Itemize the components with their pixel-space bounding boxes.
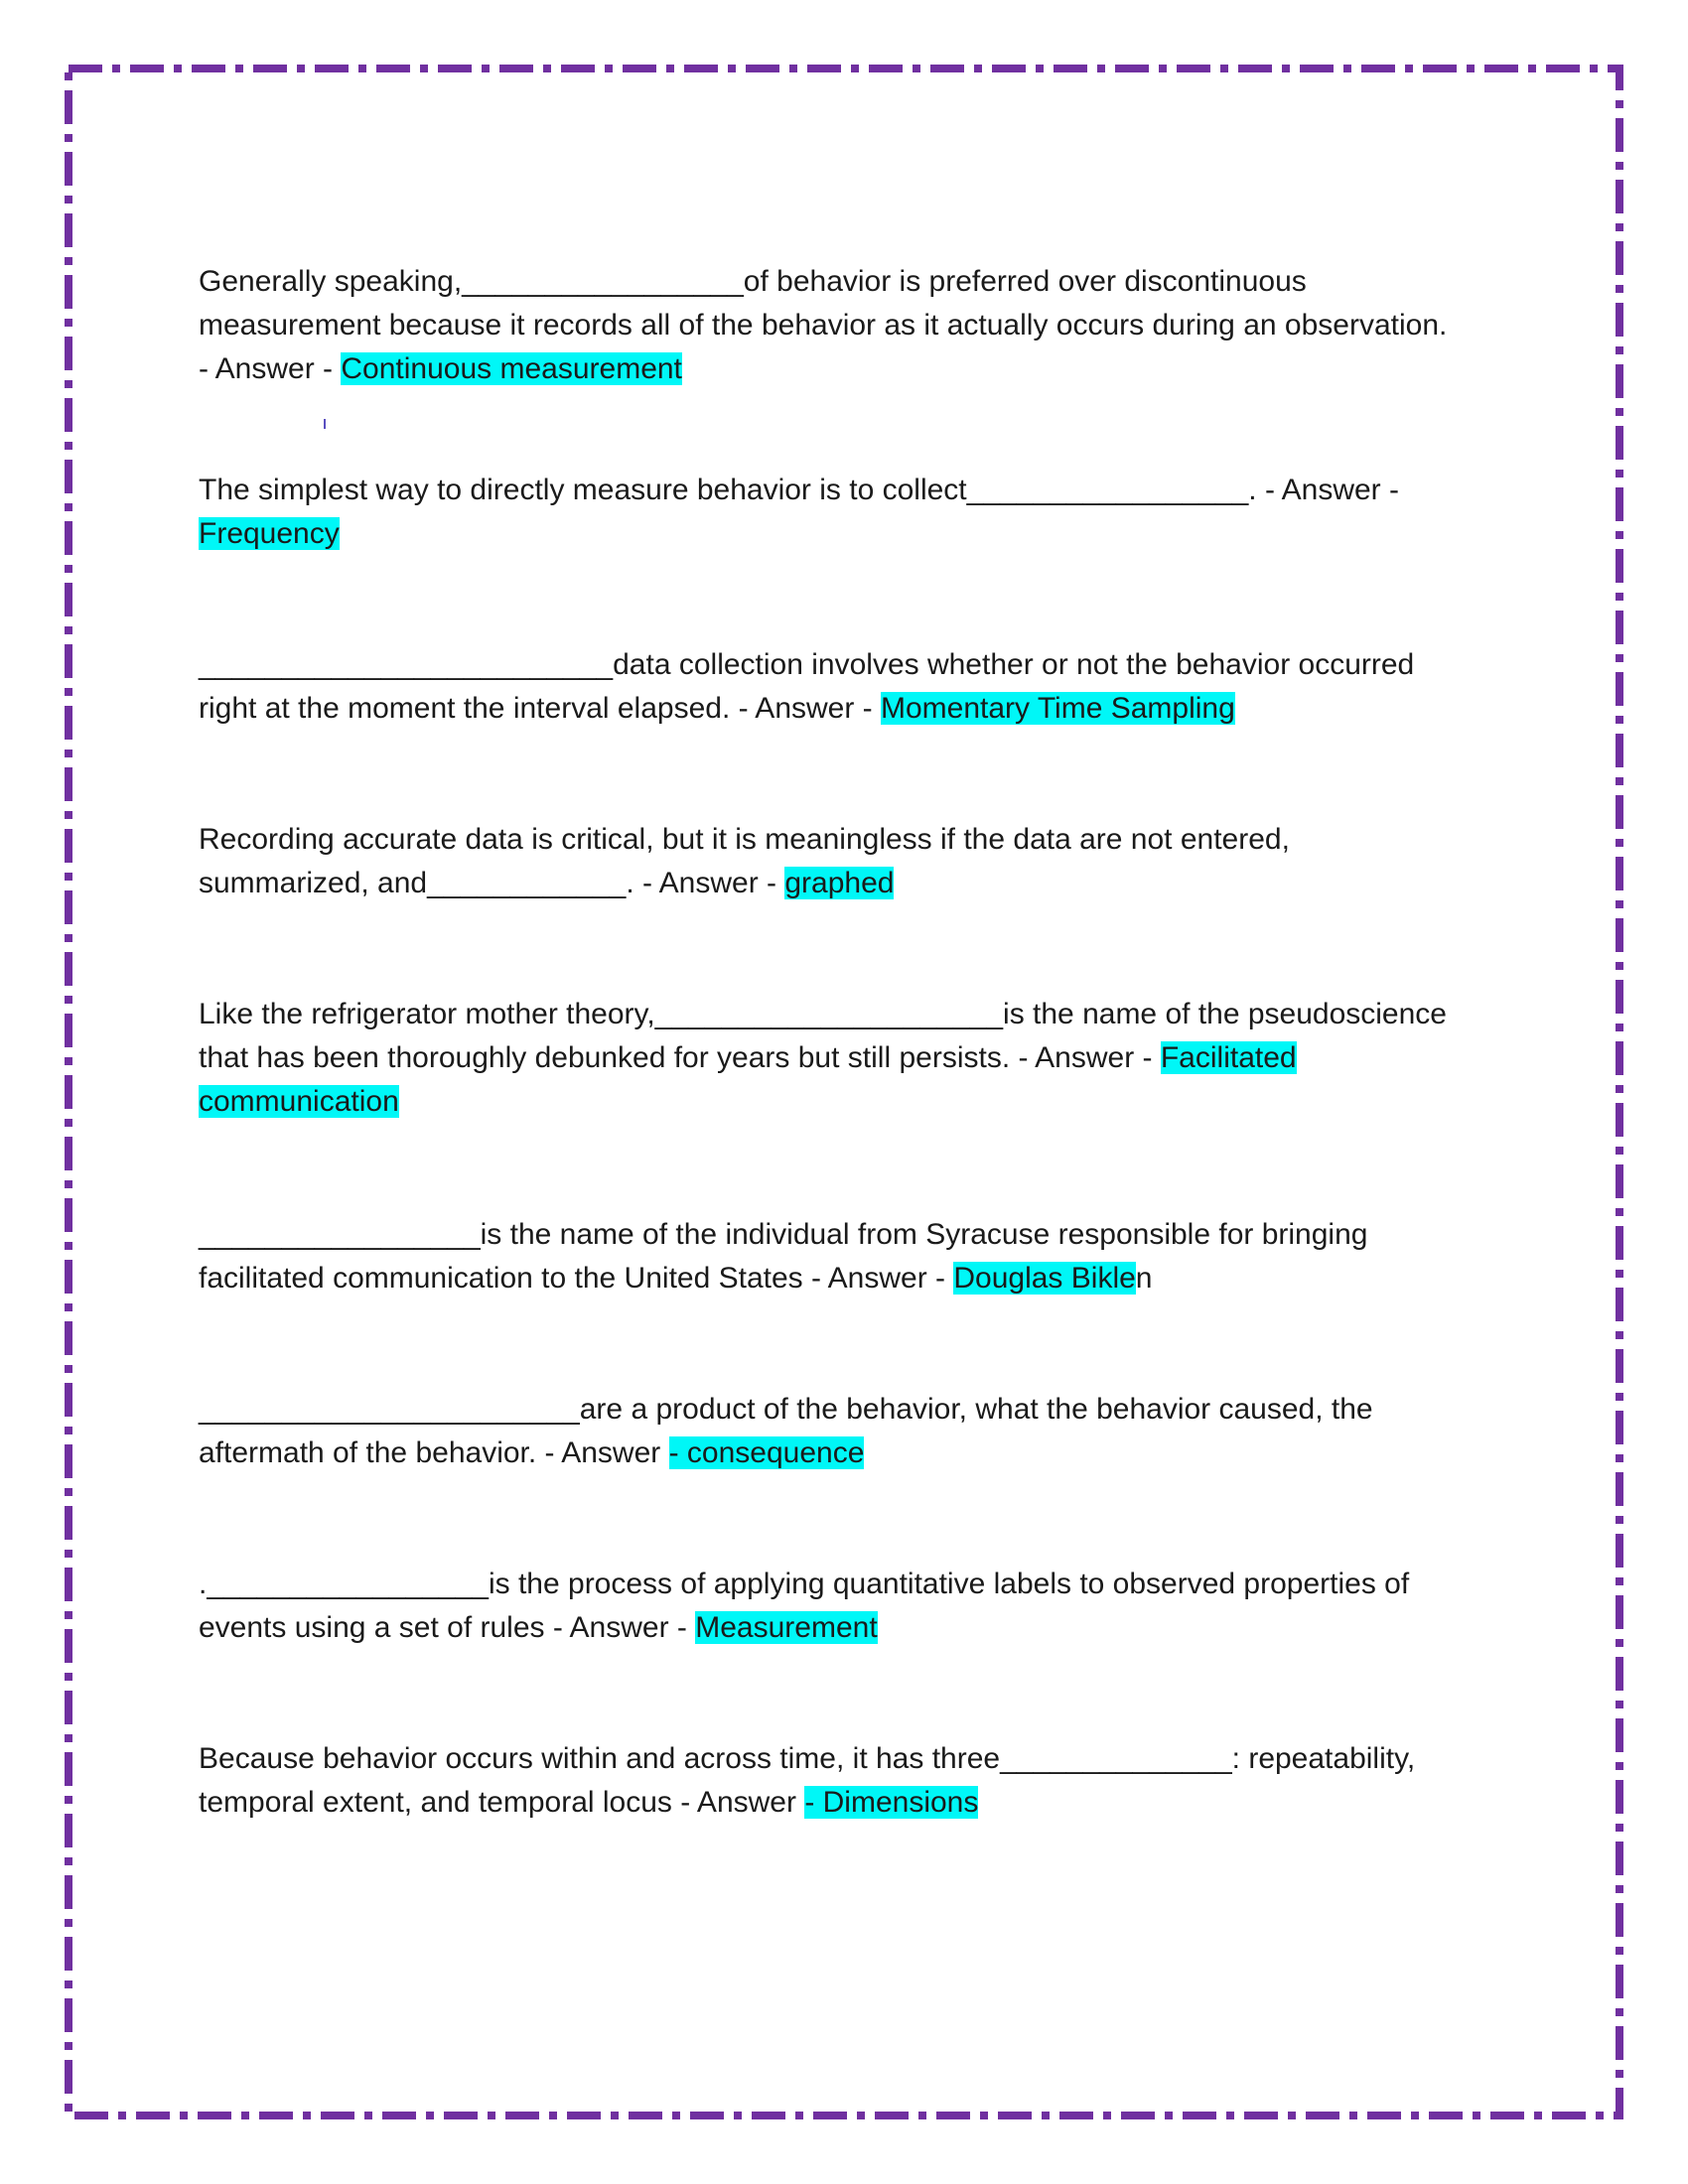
question-7-text: _______________________are a product of the behavior, what the behavior caused, the aftermath of the behavior. - Answer [199, 1393, 1373, 1469]
question-6-text: _________________is the name of the individual from Syracuse responsible for bringing facilitated communication to the United States - Answer - [199, 1218, 1368, 1295]
question-5-text: Like the refrigerator mother theory,_____________________is the name of the pseudoscience that has been thoroughly debunked for years but still persists. - Answer - [199, 998, 1447, 1074]
answer-4: graphed [784, 867, 895, 899]
question-8-text: ._________________is the process of applying quantitative labels to observed properties of events using a set of rules - Answer - [199, 1568, 1410, 1644]
answer-8: Measurement [695, 1611, 878, 1644]
question-4-text: Recording accurate data is critical, but it is meaningless if the data are not entered, summarized, and____________. - Answer - [199, 823, 1290, 899]
answer-1: Continuous measurement [341, 352, 682, 385]
question-7 [199, 1388, 1489, 1475]
answer-5: Facilitated communication [199, 1041, 1297, 1118]
question-2-text: The simplest way to directly measure behavior is to collect_________________. - Answer - [199, 474, 1399, 506]
stray-mark [324, 419, 326, 429]
answer-3: Momentary Time Sampling [881, 692, 1235, 725]
answer-2: Frequency [199, 517, 340, 550]
question-4 [199, 818, 1489, 905]
question-9 [199, 1737, 1489, 1825]
question-9-text: Because behavior occurs within and across time, it has three______________: repeatability, temporal extent, and temporal locus - Answer [199, 1742, 1416, 1819]
question-3-text: _________________________data collection involves whether or not the behavior occurred right at the moment the interval elapsed. - Answer - [199, 648, 1415, 725]
question-8 [199, 1563, 1489, 1650]
question-6-tail: n [1135, 1262, 1153, 1295]
question-3 [199, 643, 1489, 731]
answer-6: Douglas Bikle [953, 1262, 1136, 1295]
question-2 [199, 469, 1489, 556]
question-1 [199, 260, 1489, 391]
question-6 [199, 1213, 1489, 1300]
question-5 [199, 993, 1489, 1124]
answer-9: - Dimensions [804, 1786, 979, 1819]
answer-7: - consequence [668, 1436, 865, 1469]
question-1-text: Generally speaking,_________________of behavior is preferred over discontinuous measurement because it records all of the behavior as it actually occurs during an observation. - Answer - [199, 265, 1448, 385]
